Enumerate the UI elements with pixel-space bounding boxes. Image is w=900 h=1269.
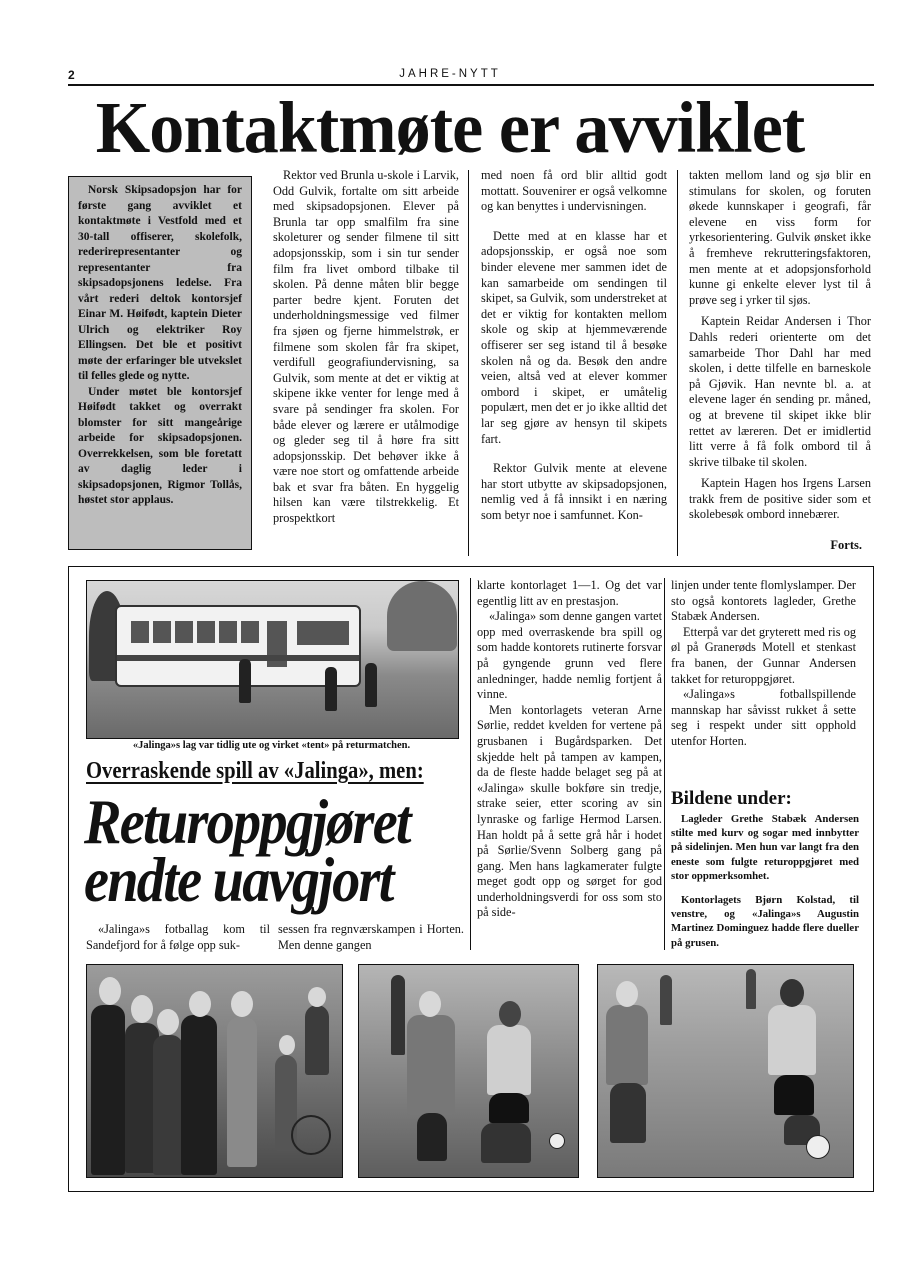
photos-captions [671, 812, 859, 960]
bus-photo-caption: «Jalinga»s lag var tidlig ute og virket «tent» på returmatchen. [132, 740, 411, 751]
match-paragraph: linjen under tente flomlyslamper. Der sto også kontorets lagleder, Grethe Stabæk Andersen. [671, 578, 856, 624]
match-paragraph: «Jalinga» som denne gangen vartet opp med overraskende bra spill og som hadde kontorets rutinerte forsvar på gyngende grunn ved flere anledninger, hadde nemlig fortjent å vinne. [477, 609, 662, 702]
match-column-3 [477, 578, 662, 921]
match-title [84, 786, 474, 915]
match-column-4 [671, 578, 856, 750]
column-rule [468, 170, 469, 556]
article-paragraph: med noen få ord blir alltid godt mottatt. Souvenirer er også velkomne og kan benyttes i undervisningen. [481, 168, 667, 214]
football-duel-photo-1 [358, 964, 579, 1178]
match-paragraph: «Jalinga»s fotballspillende mannskap har såvisst rukket å sette seg i respekt under sitt opphold utenfor Horten. [671, 687, 856, 748]
photos-heading: Bildene under: [671, 788, 792, 809]
football-duel-photo-2 [597, 964, 854, 1178]
continued-marker: Forts. [830, 538, 862, 552]
article-column-1 [273, 168, 459, 527]
match-title-line-1: Returoppgjøret [84, 786, 410, 857]
match-paragraph: Etterpå var det gryterett med ris og øl på Granerøds Motell et stenkast fra banen, der Gunnar Andersen takket for returoppgjøret. [671, 624, 856, 686]
article-column-2 [481, 168, 667, 523]
column-rule [470, 578, 471, 950]
article-paragraph: Kaptein Reidar Andersen i Thor Dahls rederi orienterte om det samarbeide Thor Dahl har med skolen, i dette tilfelle en barneskole på Gjøvik. Han nevnte bl. a. at elevene lager én sending pr. måned, og at brevene til skipet ikke blir rettet av læreren. Det er imidlertid litt verre å få folk ombord til å skrive tilbake til skolen. [689, 314, 871, 469]
article-paragraph: Dette med at en klasse har et adopsjonsskip, er også noe som binder elevene mer sammen idet de kan samarbeide om sendingen til skipet, sa Gulvik, som understreket at det er viktig for kontakten mellom skole og skip at hjemmeværende offiserer ser seg istand til å besøke skolen nå og da. Besøk den andre veien, altså ved at elever kommer ombord i skipet, er umåtelig populært, men det er jo ikke alltid det lar seg gjøre av hensyn til skipets fart. [481, 228, 667, 446]
match-subheading: Overraskende spill av «Jalinga», men: [86, 758, 424, 784]
article-paragraph: Rektor Gulvik mente at elevene har stort utbytte av skipsadopsjonen, nemlig ved å få innsikt i en næring som betyr noe i samfunnet. Kon- [481, 461, 667, 522]
article-column-3 [689, 168, 871, 523]
photo-caption: Lagleder Grethe Stabæk Andersen stilte med kurv og sogar med innbytter på sidelinjen. Men hun var langt fra den eneste som fulgte returoppgjøret med stor oppmerksomhet. [671, 813, 859, 882]
match-column-2 [278, 922, 464, 953]
header-rule [68, 84, 874, 86]
match-column-1 [86, 922, 270, 953]
article-paragraph: Kaptein Hagen hos Irgens Larsen trakk frem de positive sider som et skolebesøk ombord innebærer. [689, 476, 871, 522]
column-rule [677, 170, 678, 556]
intro-paragraph: Under møtet ble kontorsjef Høifødt takket og overrakt blomster for sitt mangeårige arbeide for skipsadopsjonen. Overrekkelsen, som ble foretatt av daglig leder i skipsadopsjonen, Rigmor Tollås, høstet stor applaus. [78, 385, 242, 506]
spectators-photo [86, 964, 343, 1178]
bus-photo [86, 580, 459, 739]
match-title-line-2: endte uavgjort [84, 844, 393, 915]
article-paragraph: takten mellom land og sjø blir en stimulans for skolen, og foruten økede kunnskaper i geografi, får elevene en viss form for yrkesorientering. Gulvik ønsket ikke å fremheve rekrutteringsfaktoren, men mente at et adopsjonsforhold kunne gi enkelte elever lyst til å prøve seg i yrker til sjøs. [689, 168, 871, 307]
photo-caption: Kontorlagets Bjørn Kolstad, til venstre, og «Jalinga»s Augustin Martinez Dominguez hadde flere dueller på grusen. [671, 894, 859, 949]
match-paragraph: Men kontorlagets veteran Arne Sørlie, reddet kvelden for vertene på grusbanen i Bugårdsparken. Det skjedde helt på tampen av kampen, da de fleste hadde belaget seg på at «Jalinga» skulle bokføre sin tredje, strake seier, etter scoring av sin lynraske og farlige Hermod Larsen. Han holdt på å sette grå hår i hodet på Sørlie/Svenn Solberg gang på gang. Men hans lagkamerater fulgte meget godt opp og sørget for god underholdningsverdi for oss som sto på side- [477, 702, 662, 920]
article-paragraph: Rektor ved Brunla u-skole i Larvik, Odd Gulvik, fortalte om sitt arbeide med skipsadopsjonen. Elever på Brunla tar opp smalfilm fra sine skoleturer og sender filmene til sitt adopsjonsskip, som i sin tur sender film fra livet ombord tilbake til skolen. På denne måten blir begge parter bedre kjent. Foruten det underholdningsmessige ved filmer fra sjøen og fjerne himmelstrøk, er filmene som skolen får fra skipet, verdifull geografiundervisning, sa Gulvik, som mente at det er viktig at skipene ikke venter for lenge med å svare på sendinger fra skolen. For både elever og lærere er utålmodige og gleder seg til å høre fra sitt adopsjonsskip. Det behøver ikke å være noe stort og omfattende arbeide bak et svar fra båten. En hyggelig hilsen kan være tilstrekkelig. Et prospektkort [273, 168, 459, 526]
page-number: 2 [68, 68, 75, 82]
intro-box [68, 176, 252, 550]
match-paragraph: «Jalinga»s fotballag kom til Sandefjord for å følge opp suk- [86, 922, 270, 952]
headline: Kontaktmøte er avviklet [95, 87, 805, 168]
intro-paragraph: Norsk Skipsadopsjon har for første gang avviklet et kontaktmøte i Vestfold med et 30-tall offiserer, skolefolk, rederirepresentanter og representanter fra skipsadopsjonens ledelse. Fra vårt rederi deltok kontorsjef Einar M. Høifødt, kaptein Dieter Ulrich og elektriker Roy Ellingsen. Det ble et positivt møte der erfaringer ble utvekslet til felles glede og nytte. [78, 184, 242, 382]
match-paragraph: sessen fra regnværskampen i Horten. Men denne gangen [278, 922, 464, 952]
match-paragraph: klarte kontorlaget 1—1. Og det var egentlig litt av en prestasjon. [477, 578, 662, 608]
publication-name: JAHRE-NYTT [399, 68, 501, 80]
column-rule [664, 578, 665, 950]
